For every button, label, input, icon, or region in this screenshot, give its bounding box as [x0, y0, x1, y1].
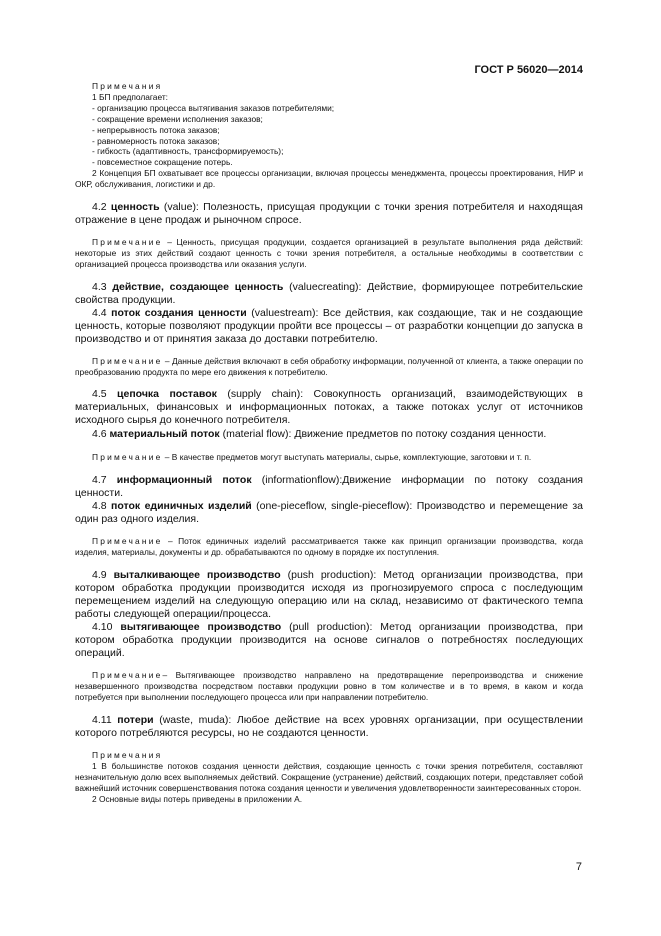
term-number: 4.11 — [92, 714, 112, 727]
note-item-1: 1 В большинстве потоков создания ценности действия, создающие ценность с точки зрения потребителя, составляют незначительную долю всех выполняемых действий. Сокращение (устранение) действий, создающих потери, представляет собой важнейший источник совершенствования потока создания ценности и увеличения удовлетворенности заинтересованных сторон. — [75, 761, 583, 793]
notes-block-1 — [75, 81, 583, 190]
note-4-10 — [75, 670, 583, 703]
term-definition-4-9 — [75, 569, 583, 621]
standard-header: ГОСТ Р 56020—2014 — [474, 64, 583, 76]
document-body — [75, 81, 583, 805]
note-line: - повсеместное сокращение потерь. — [92, 157, 233, 168]
term-text: (valuecreating): Действие, формирующее потребительские свойства продукции. — [75, 280, 583, 307]
term-name: действие, создающее ценность — [112, 280, 284, 293]
term-text: (material flow): Движение предметов по потоку создания ценности. — [219, 427, 547, 440]
term-number: 4.10 — [92, 621, 113, 634]
term-name: цепочка поставок — [117, 388, 217, 401]
term-text: (value): Полезность, присущая продукции с точки зрения потребителя и находящая отражение в цене продаж и рыночном спросе. — [75, 201, 583, 227]
note-line: - сокращение времени исполнения заказов; — [92, 113, 263, 124]
term-definition-4-4 — [75, 307, 583, 346]
term-text: (informationflow):Движение информации по потоку создания ценности. — [75, 473, 583, 499]
term-name: поток единичных изделий — [111, 499, 252, 512]
term-name: информационный поток — [116, 473, 252, 486]
term-name: вытягивающее производство — [120, 621, 282, 634]
note-label: Примечание — [92, 670, 163, 681]
note-4-2 — [75, 237, 583, 270]
note-item-2: 2 Концепция БП охватывает все процессы организации, включая процессы менеджмента, процессы проектирования, НИР и ОКР, обслуживания, логистики и др. — [75, 168, 583, 190]
note-line: - гибкость (адаптивность, трансформируемость); — [92, 146, 284, 157]
notes-title: Примечания — [92, 81, 163, 91]
term-name: выталкивающее производство — [113, 568, 281, 581]
term-definition-4-6 — [75, 428, 583, 441]
term-number: 4.2 — [92, 201, 107, 214]
term-definition-4-10 — [75, 621, 583, 660]
term-text: (valuestream): Все действия, как создающие, так и не создающие ценность, которые позволяют продукции пройти все процессы – от разработки концепции до запуска в производство и от принятия заказа до доставки потребителю. — [75, 307, 583, 346]
term-name: ценность — [110, 201, 160, 214]
term-text: (pull production): Метод организации производства, при котором обработка продукции производится на основе сигналов о потребностях последующих операций. — [75, 621, 583, 660]
term-number: 4.3 — [92, 280, 107, 293]
term-definition-4-11 — [75, 714, 583, 740]
note-item-2: 2 Основные виды потерь приведены в приложении А. — [92, 793, 303, 804]
note-line: - равномерность потока заказов; — [92, 135, 220, 146]
term-definition-4-8 — [75, 500, 583, 526]
note-4-8 — [75, 536, 583, 558]
note-label: Примечание — [92, 356, 163, 367]
term-number: 4.6 — [92, 427, 107, 440]
note-line: - непрерывность потока заказов; — [92, 124, 220, 135]
page-number: 7 — [575, 861, 582, 873]
note-text: – Ценность, присущая продукции, создается организацией в результате выполнения ряда действий: некоторые из этих действий создают ценность с точки зрения потребителя, а остальные необходимы в соответствии с организацией процесса производства или оказания услуги. — [75, 237, 583, 270]
note-label: Примечание — [92, 451, 163, 462]
term-number: 4.7 — [92, 473, 107, 486]
term-text: (supply chain): Совокупность организаций, взаимодействующих в материальных, финансовых и информационных потоках, а также потоках услуг от источников исходного сырья до конечного потребителя. — [75, 388, 583, 427]
note-label: Примечание — [92, 237, 163, 248]
notes-block-2 — [75, 750, 583, 805]
note-text: – Данные действия включают в себя обработку информации, полученной от клиента, а также операции по преобразованию продукта по мере его движения к потребителю. — [75, 356, 583, 378]
term-name: потери — [117, 714, 154, 727]
note-label: Примечание — [92, 535, 163, 546]
term-name: поток создания ценности — [111, 307, 247, 320]
term-text: (push production): Метод организации производства, при котором обработка продукции производится исходя из прогнозируемого спроса с последующим перемещением изделий на следующую операцию или на склад, независимо от фактического темпа работы следующей операции/процесса. — [75, 568, 583, 620]
note-4-4 — [75, 356, 583, 378]
note-line: 1 БП предполагает: — [92, 91, 169, 102]
note-text: – В качестве предметов могут выступать материалы, сырье, комплектующие, заготовки и т. п. — [162, 451, 532, 462]
notes-title: Примечания — [92, 750, 163, 761]
term-number: 4.9 — [92, 568, 107, 581]
term-text: (one-pieceflow, single-pieceflow): Производство и перемещение за один раз одного изделия. — [75, 499, 583, 525]
term-definition-4-2 — [75, 201, 583, 227]
term-name: материальный поток — [109, 427, 220, 440]
note-text: – Вытягивающее производство направлено на предотвращение перепроизводства и снижение незавершенного производства посредством поставки продукции ровно в том количестве и в то время, в каком и когда потребуется при выполнении последующего процесса или при направлении потребителю. — [75, 670, 583, 703]
term-number: 4.4 — [92, 307, 107, 320]
note-4-6 — [75, 452, 583, 463]
term-text: (waste, muda): Любое действие на всех уровнях организации, при осуществлении которого потребляются ресурсы, но не создаются ценности. — [75, 714, 583, 740]
term-definition-4-7 — [75, 474, 583, 500]
term-number: 4.8 — [92, 499, 107, 512]
term-definition-4-3 — [75, 281, 583, 307]
note-line: - организацию процесса вытягивания заказов потребителями; — [92, 102, 335, 113]
note-text: – Поток единичных изделий рассматривается также как принцип организации производства, когда изделия, материалы, документы и др. обрабатываются по одному в порядке их поступления. — [75, 535, 583, 557]
term-definition-4-5 — [75, 388, 583, 427]
term-number: 4.5 — [92, 388, 107, 401]
